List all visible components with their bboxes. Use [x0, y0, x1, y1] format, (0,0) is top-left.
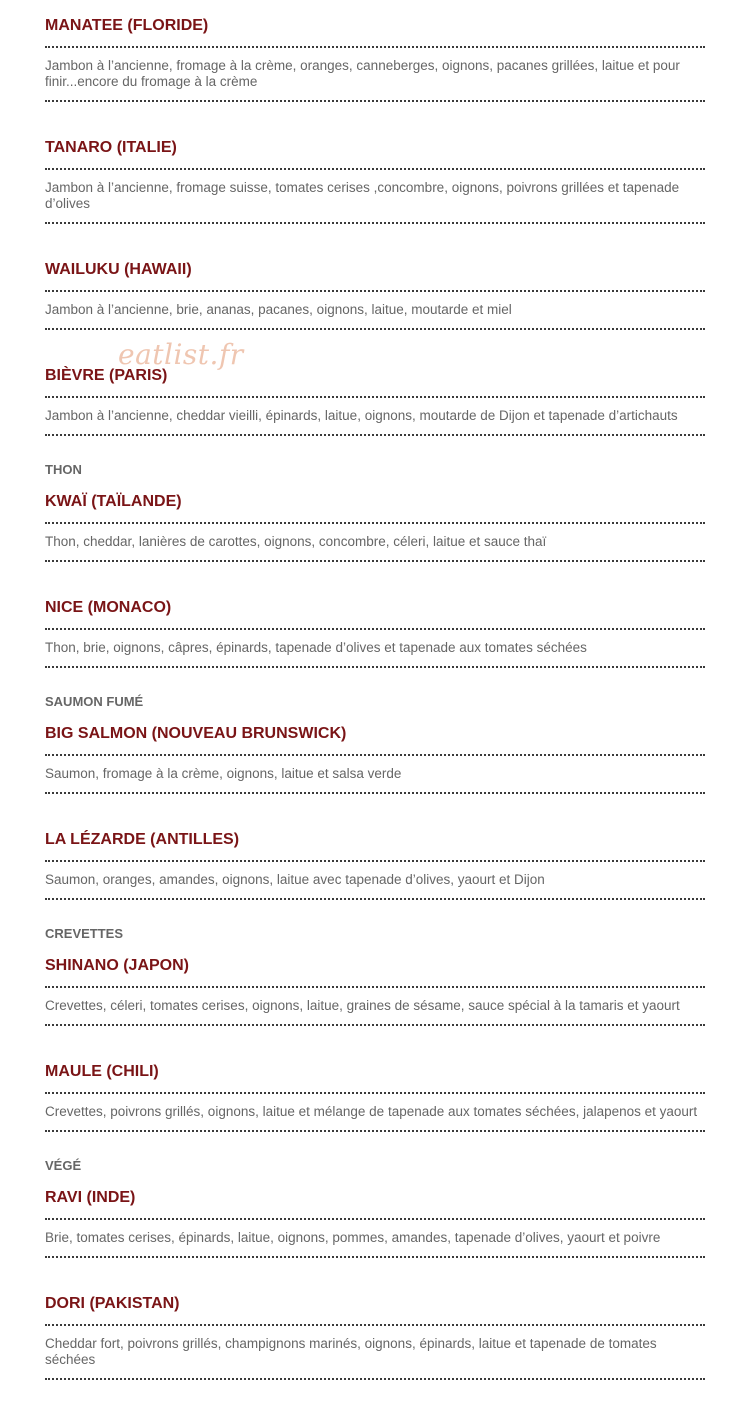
menu-item-description: Jambon à l’ancienne, brie, ananas, pacanes, oignons, laitue, moutarde et miel: [45, 292, 705, 330]
menu-item-title: KWAÏ (TAÏLANDE): [45, 476, 705, 524]
menu-item: [45, 0, 705, 102]
menu-item: [45, 1046, 705, 1132]
menu-item-description: Thon, brie, oignons, câpres, épinards, tapenade d’olives et tapenade aux tomates séchées: [45, 630, 705, 668]
menu-item: [45, 122, 705, 224]
menu-item-description: Jambon à l’ancienne, fromage à la crème, oranges, canneberges, oignons, pacanes grillées, laitue et pour finir...encore du fromage à la crème: [45, 48, 705, 102]
menu-item: [45, 582, 705, 668]
menu-item-title: SHINANO (JAPON): [45, 940, 705, 988]
menu-item-description: Jambon à l’ancienne, cheddar vieilli, épinards, laitue, oignons, moutarde de Dijon et tapenade d’artichauts: [45, 398, 705, 436]
menu-item-description: Crevettes, poivrons grillés, oignons, laitue et mélange de tapenade aux tomates séchées, jalapenos et yaourt: [45, 1094, 705, 1132]
menu-item-description: Thon, cheddar, lanières de carottes, oignons, concombre, céleri, laitue et sauce thaï: [45, 524, 705, 562]
menu-item-description: Crevettes, céleri, tomates cerises, oignons, laitue, graines de sésame, sauce spécial à la tamaris et yaourt: [45, 988, 705, 1026]
menu-item-description: Saumon, fromage à la crème, oignons, laitue et salsa verde: [45, 756, 705, 794]
menu-item-title: BIG SALMON (NOUVEAU BRUNSWICK): [45, 708, 705, 756]
category-heading: SAUMON FUMÉ: [45, 694, 144, 709]
menu-item-title: RAVI (INDE): [45, 1172, 705, 1220]
menu-item: [45, 1172, 705, 1258]
menu-item: [45, 350, 705, 436]
watermark-logo: eatlist.fr: [118, 338, 244, 371]
menu-item: [45, 476, 705, 562]
menu-item-description: Cheddar fort, poivrons grillés, champignons marinés, oignons, épinards, laitue et tapenade de tomates séchées: [45, 1326, 705, 1380]
menu-item-description: Saumon, oranges, amandes, oignons, laitue avec tapenade d’olives, yaourt et Dijon: [45, 862, 705, 900]
menu-item-description: Brie, tomates cerises, épinards, laitue, oignons, pommes, amandes, tapenade d’olives, yaourt et poivre: [45, 1220, 705, 1258]
category-heading: VÉGÉ: [45, 1158, 82, 1173]
menu-item: [45, 814, 705, 900]
menu-item-title: DORI (PAKISTAN): [45, 1278, 705, 1326]
menu-item: [45, 1278, 705, 1380]
menu-list: [45, 0, 705, 1400]
category-heading: THON: [45, 462, 82, 477]
category-heading: CREVETTES: [45, 926, 124, 941]
menu-item: [45, 244, 705, 330]
menu-item-title: NICE (MONACO): [45, 582, 705, 630]
menu-item: [45, 940, 705, 1026]
menu-item-description: Jambon à l’ancienne, fromage suisse, tomates cerises ,concombre, oignons, poivrons grillées et tapenade d’olives: [45, 170, 705, 224]
menu-item-title: BIÈVRE (PARIS): [45, 350, 705, 398]
menu-item: [45, 708, 705, 794]
menu-item-title: LA LÉZARDE (ANTILLES): [45, 814, 705, 862]
menu-item-title: WAILUKU (HAWAII): [45, 244, 705, 292]
menu-item-title: MANATEE (FLORIDE): [45, 0, 705, 48]
menu-item-title: MAULE (CHILI): [45, 1046, 705, 1094]
menu-item-title: TANARO (ITALIE): [45, 122, 705, 170]
